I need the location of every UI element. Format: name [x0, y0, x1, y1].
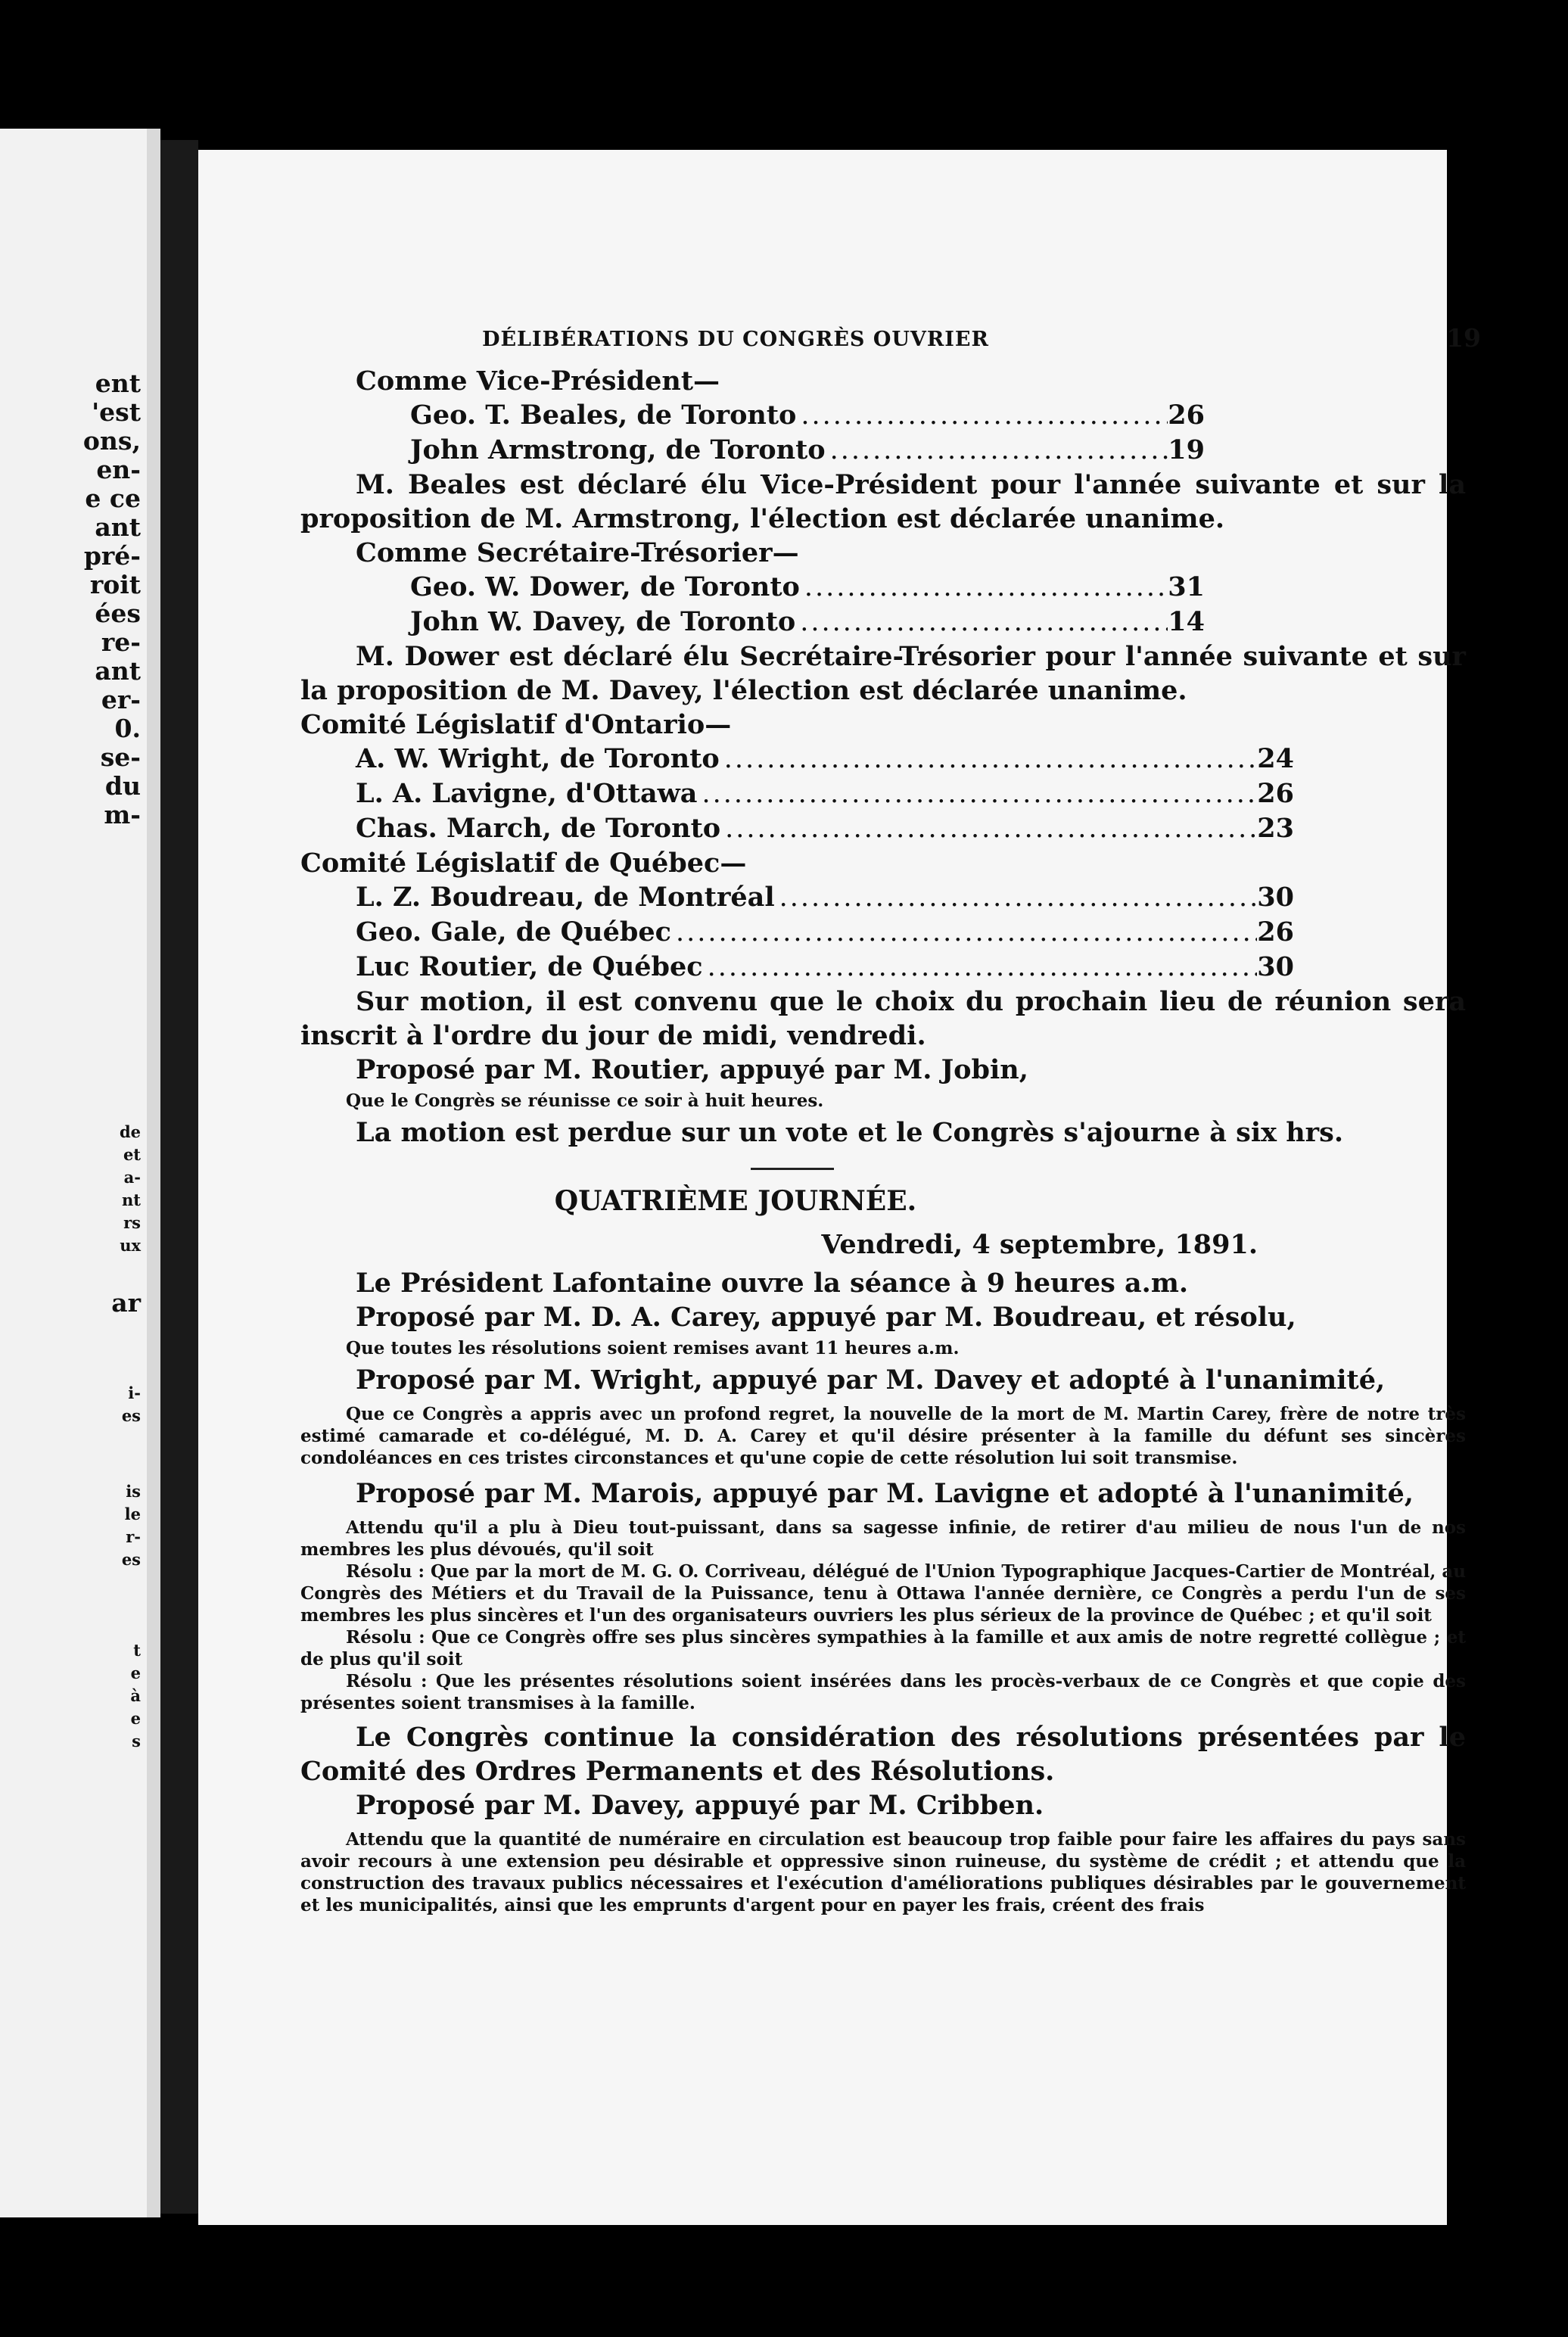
resolution-text: Attendu que la quantité de numéraire en circulation est beaucoup trop faible pour faire les affaires du pays sans avoir recours à une extension peu désirable et oppressive sinon ruineuse, du système de crédit ; et attendu que la construction des travaux publics nécessaires et l'exécution d'améliorations publiques désirables par le gouvernement et les municipalités, ainsi que les emprunts d'argent pour en payer les frais, créent des frais: [300, 1829, 1466, 1915]
facing-page-fragment: e: [130, 1709, 141, 1728]
facing-page-fragment: es: [121, 1550, 141, 1569]
vote-row: [300, 433, 1205, 468]
facing-page-fragment: nt: [122, 1190, 141, 1209]
dot-leader: [796, 399, 1168, 433]
facing-page-fragment: i-: [128, 1383, 141, 1402]
vote-count: 19: [1168, 434, 1205, 465]
dot-leader: [703, 951, 1258, 985]
page-content: [300, 320, 1481, 1916]
dot-leader: [671, 916, 1257, 950]
candidate-name: John Armstrong, de Toronto: [410, 434, 826, 465]
candidate-name: Geo. T. Beales, de Toronto: [410, 400, 797, 431]
vote-row: [300, 880, 1294, 915]
facing-page-fragment: 0.: [114, 714, 141, 743]
vote-row: [300, 742, 1294, 776]
dot-leader: [826, 434, 1168, 468]
vote-count: 26: [1168, 400, 1205, 431]
section-label: Comité Législatif de Québec—: [300, 848, 747, 879]
candidate-name: Chas. March, de Toronto: [356, 813, 721, 844]
facing-page-fragment: 'est: [92, 397, 141, 427]
dot-leader: [720, 742, 1258, 776]
facing-page-fragment: ées: [95, 599, 141, 628]
resolution-text: Résolu : Que par la mort de M. G. O. Corriveau, délégué de l'Union Typographique Jacques-Cartier de Montréal, au Congrès des Métiers et du Travail de la Puissance, tenu à Ottawa l'année dernière, ce Congrès a perdu l'un de ses membres les plus sincères et l'un des organisateurs ouvriers les plus sérieux de la province de Québec ; et qu'il soit: [300, 1561, 1466, 1626]
vote-row: [300, 811, 1294, 846]
dot-leader: [720, 812, 1257, 846]
facing-page-fragment: re-: [101, 627, 141, 657]
vote-row: [300, 950, 1294, 985]
facing-page-fragment: en-: [96, 455, 141, 484]
paragraph: Proposé par M. Marois, appuyé par M. Lavigne et adopté à l'unanimité,: [356, 1478, 1414, 1509]
facing-page-fragment: t: [133, 1641, 141, 1660]
vote-count: 30: [1257, 951, 1294, 982]
resolution-text: Attendu qu'il a plu à Dieu tout-puissant, dans sa sagesse infinie, de retirer d'au milieu de nous l'un de nos membres les plus dévoués, qu'il soit: [300, 1517, 1466, 1560]
running-header: [300, 320, 1481, 364]
paragraph: M. Dower est déclaré élu Secrétaire-Trésorier pour l'année suivante et sur la proposition de M. Davey, l'élection est déclarée unanime.: [300, 641, 1466, 706]
vote-row: [300, 915, 1294, 950]
facing-page-fragment: rs: [123, 1213, 141, 1232]
section-heading: QUATRIÈME JOURNÉE.: [554, 1185, 917, 1217]
facing-page-fragment: es: [121, 1406, 141, 1425]
candidate-name: John W. Davey, de Toronto: [410, 606, 796, 637]
vote-row: [300, 570, 1205, 605]
resolution-text: Résolu : Que ce Congrès offre ses plus sincères sympathies à la famille et aux amis de notre regretté collègue ; et de plus qu'il soit: [300, 1627, 1466, 1670]
facing-page-fragment: et: [123, 1145, 141, 1164]
paragraph: Proposé par M. D. A. Carey, appuyé par M. Boudreau, et résolu,: [356, 1302, 1296, 1333]
facing-page: [0, 129, 160, 2217]
facing-page-fragment: roit: [89, 570, 141, 599]
section-label: Comme Secrétaire-Trésorier—: [356, 537, 799, 568]
paragraph: Le Président Lafontaine ouvre la séance à 9 heures a.m.: [356, 1268, 1189, 1299]
vote-count: 23: [1257, 813, 1294, 844]
paragraph: La motion est perdue sur un vote et le Congrès s'ajourne à six hrs.: [356, 1117, 1343, 1148]
session-date: Vendredi, 4 septembre, 1891.: [821, 1229, 1258, 1260]
resolution-text: Résolu : Que les présentes résolutions soient insérées dans les procès-verbaux de ce Congrès et que copie des présentes soient transmises à la famille.: [300, 1671, 1466, 1713]
facing-page-fragment: de: [119, 1122, 141, 1141]
vote-count: 26: [1257, 916, 1294, 948]
vote-count: 24: [1257, 743, 1294, 774]
dot-leader: [800, 571, 1168, 605]
facing-page-fragment: du: [104, 771, 141, 801]
candidate-name: Luc Routier, de Québec: [356, 951, 703, 982]
facing-page-fragment: ar: [111, 1288, 141, 1318]
paragraph: Proposé par M. Wright, appuyé par M. Davey et adopté à l'unanimité,: [356, 1365, 1386, 1396]
vote-row: [300, 605, 1205, 639]
facing-page-fragment: pré-: [83, 541, 141, 571]
paragraph: Le Congrès continue la considération des résolutions présentées par le Comité des Ordres Permanents et des Résolutions.: [300, 1722, 1466, 1787]
facing-page-fragment: s: [132, 1732, 141, 1750]
candidate-name: L. A. Lavigne, d'Ottawa: [356, 778, 698, 809]
dot-leader: [775, 881, 1258, 915]
facing-page-fragment: se-: [100, 742, 141, 772]
paragraph: Proposé par M. Routier, appuyé par M. Jobin,: [356, 1054, 1028, 1085]
book-spine: [160, 140, 198, 2214]
facing-page-fragment: le: [124, 1505, 141, 1523]
facing-page-fragment: e ce: [85, 484, 141, 513]
running-title: DÉLIBÉRATIONS DU CONGRÈS OUVRIER: [482, 328, 989, 351]
facing-page-fragment: ux: [120, 1236, 141, 1255]
facing-page-fragment: er-: [101, 685, 141, 714]
candidate-name: L. Z. Boudreau, de Montréal: [356, 882, 775, 913]
facing-page-gutter: [147, 129, 160, 2217]
facing-page-fragment: ant: [95, 656, 141, 686]
resolution-text: Que ce Congrès a appris avec un profond regret, la nouvelle de la mort de M. Martin Carey, frère de notre très estimé camarade et co-délégué, M. D. A. Carey et qu'il désire présenter à la famille du défunt ses sincères condoléances en ces tristes circonstances et qu'une copie de cette résolution lui soit transmise.: [300, 1404, 1466, 1468]
facing-page-fragment: m-: [104, 800, 141, 829]
paragraph: Sur motion, il est convenu que le choix du prochain lieu de réunion sera inscrit à l'ordre du jour de midi, vendredi.: [300, 986, 1466, 1051]
facing-page-fragment: is: [126, 1482, 141, 1501]
vote-count: 14: [1168, 606, 1205, 637]
facing-page-fragment: ons,: [82, 426, 141, 456]
resolution-text: Que le Congrès se réunisse ce soir à huit heures.: [346, 1091, 824, 1111]
paragraph: Proposé par M. Davey, appuyé par M. Cribben.: [356, 1790, 1044, 1821]
dot-leader: [697, 777, 1257, 811]
facing-page-fragment: e: [130, 1663, 141, 1682]
candidate-name: Geo. W. Dower, de Toronto: [410, 571, 800, 602]
section-divider: [751, 1168, 834, 1170]
facing-page-fragment: a-: [123, 1168, 141, 1187]
facing-page-fragment: r-: [126, 1527, 141, 1546]
facing-page-fragment: à: [130, 1686, 141, 1705]
paragraph: M. Beales est déclaré élu Vice-Président pour l'année suivante et sur la proposition de M. Armstrong, l'élection est déclarée unanime.: [300, 469, 1466, 534]
document-page: [198, 150, 1481, 2225]
resolution-text: Que toutes les résolutions soient remises avant 11 heures a.m.: [346, 1338, 960, 1358]
candidate-name: A. W. Wright, de Toronto: [356, 743, 720, 774]
facing-page-fragment: ant: [95, 512, 141, 542]
vote-count: 26: [1257, 778, 1294, 809]
facing-page-fragment: ent: [95, 369, 141, 398]
vote-count: 31: [1168, 571, 1205, 602]
dot-leader: [795, 605, 1168, 639]
vote-row: [300, 776, 1294, 811]
vote-row: [300, 398, 1205, 433]
page-number: 19: [1446, 323, 1481, 353]
section-label: Comité Législatif d'Ontario—: [300, 709, 732, 740]
section-label: Comme Vice-Président—: [356, 366, 720, 397]
candidate-name: Geo. Gale, de Québec: [356, 916, 671, 948]
vote-count: 30: [1257, 882, 1294, 913]
